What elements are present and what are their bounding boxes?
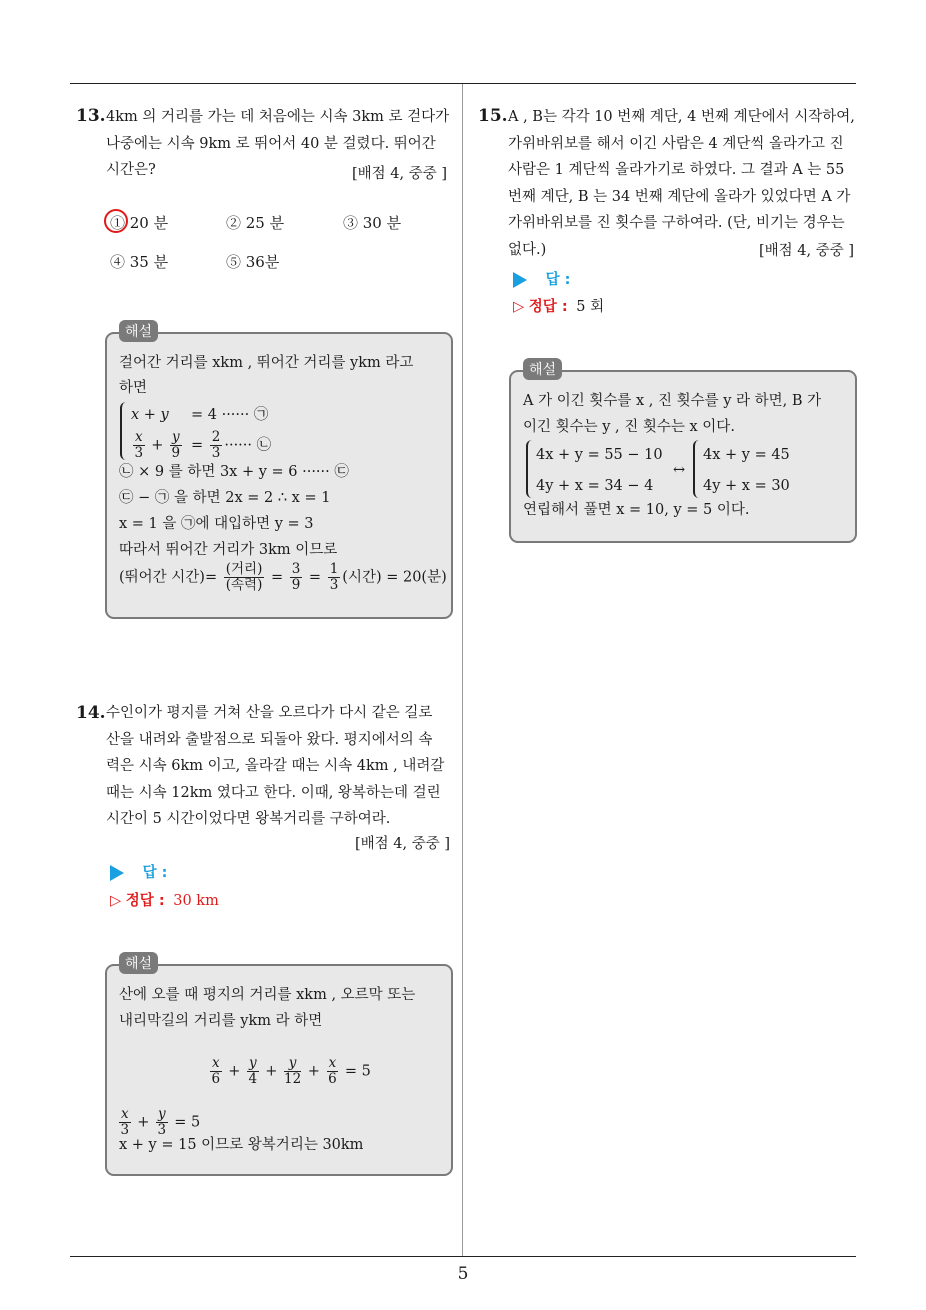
- question-line: 력은 시속 6km 이고, 올라갈 때는 시속 4km , 내려갈: [106, 758, 445, 774]
- correct-icon: ▷: [513, 299, 525, 315]
- solution-line: 하면: [119, 380, 148, 396]
- answer-row: [110, 861, 167, 882]
- solution-line: x = 1 을 ㉠에 대입하면 y = 3: [119, 516, 314, 532]
- equation-brace: [693, 440, 701, 498]
- choice-2[interactable]: ② 25 분: [226, 214, 285, 232]
- equation: 4x + y = 45: [703, 447, 790, 463]
- solution-line: 이긴 횟수는 y , 진 횟수는 x 이다.: [523, 419, 735, 435]
- footer-rule: [70, 1256, 856, 1257]
- equation: x + y: [131, 407, 169, 423]
- play-icon: [513, 272, 527, 288]
- question-number: 14.: [76, 703, 106, 723]
- solution-tag: 해설: [119, 320, 158, 342]
- solution-line: x + y = 15 이므로 왕복거리는 30km: [119, 1137, 364, 1153]
- correct-row: [110, 889, 219, 910]
- correct-icon: ▷: [110, 893, 122, 909]
- question-line: 없다.): [508, 241, 547, 258]
- solution-equation: $\frac{x}{3}$ + $\frac{y}{3}$ = 5: [120, 1106, 201, 1138]
- correct-label: 정답 :: [528, 299, 568, 315]
- play-icon: [110, 865, 124, 881]
- question-number: 13.: [76, 106, 106, 126]
- score-meta: [배점 4, 중중 ]: [759, 243, 855, 259]
- question-line: 수인이가 평지를 거쳐 산을 오르다가 다시 같은 길로: [106, 705, 433, 721]
- equation-fractions: $\frac{x}{3}$ + $\frac{y}{9}$: [134, 429, 181, 461]
- choice-1[interactable]: ① 20 분: [110, 214, 169, 232]
- question-text: [106, 700, 454, 833]
- solution-line: ㉢ − ㉠ 을 하면 2x = 2 ∴ x = 1: [119, 490, 331, 506]
- correct-label: 정답 :: [125, 893, 165, 909]
- equation: 4x + y = 55 − 10: [536, 447, 663, 463]
- equation: 4y + x = 30: [703, 478, 790, 494]
- equation-brace: [120, 402, 128, 460]
- column-divider: [462, 84, 463, 1256]
- question-line: 시간이 5 시간이었다면 왕복거리를 구하여라.: [106, 811, 391, 827]
- choice-4[interactable]: ④ 35 분: [110, 253, 169, 271]
- correct-row: [513, 295, 604, 316]
- question-line: 4km 의 거리를 가는 데 처음에는 시속 3km 로 걷다가: [106, 109, 450, 125]
- correct-value: 5 회: [576, 299, 605, 315]
- solution-line: 걸어간 거리를 xkm , 뛰어간 거리를 ykm 라고: [119, 355, 414, 371]
- score-meta: [배점 4, 중중 ]: [352, 166, 448, 182]
- solution-formula: (뛰어간 시간)= $\frac{\text{(거리)}}{\text{(속력)}}$ = $\frac{3}{9}$ = $\frac{1}{3}$ (시간) = 20(분): [119, 561, 447, 593]
- solution-line: 연립해서 풀면 x = 10, y = 5 이다.: [523, 502, 750, 518]
- equivalence-arrow: ↔: [673, 462, 686, 478]
- solution-line: A 가 이긴 횟수를 x , 진 횟수를 y 라 하면, B 가: [523, 393, 822, 409]
- solution-line: ㉡ × 9 를 하면 3x + y = 6 ······ ㉢: [119, 464, 349, 480]
- header-rule: [70, 83, 856, 84]
- solution-line: 내리막길의 거리를 ykm 라 하면: [119, 1013, 323, 1029]
- page-number: 5: [457, 1264, 469, 1284]
- solution-line: 산에 오를 때 평지의 거리를 xkm , 오르막 또는: [119, 987, 416, 1003]
- solution-tag: 해설: [523, 358, 562, 380]
- question-line: 시간은?: [106, 162, 156, 178]
- answer-label: 답 :: [545, 272, 571, 288]
- equation-rhs: = $\frac{2}{3}$ ······ ㉡: [191, 429, 272, 461]
- question-line: 사람은 1 계단씩 올라가기로 하였다. 그 결과 A 는 55: [508, 162, 845, 178]
- question-number: 15.: [478, 106, 508, 126]
- question-line: 산을 내려와 출발점으로 되돌아 왔다. 평지에서의 속: [106, 731, 433, 748]
- question-line: 번째 계단, B 는 34 번째 계단에 올라가 있었다면 A 가: [508, 188, 851, 205]
- choice-3[interactable]: ③ 30 분: [343, 214, 402, 232]
- question-line: A , B는 각각 10 번째 계단, 4 번째 계단에서 시작하여,: [508, 109, 855, 125]
- question-line: 나중에는 시속 9km 로 뛰어서 40 분 걸렸다. 뛰어간: [106, 135, 436, 152]
- correct-value: 30 km: [173, 893, 219, 909]
- score-meta: [배점 4, 중중 ]: [355, 836, 451, 852]
- equation: = 4 ······ ㉠: [191, 407, 269, 423]
- answer-label: 답 :: [142, 865, 168, 881]
- question-line: 때는 시속 12km 였다고 한다. 이때, 왕복하는데 걸린: [106, 784, 441, 801]
- solution-tag: 해설: [119, 952, 158, 974]
- question-line: 가위바위보를 진 횟수를 구하여라. (단, 비기는 경우는: [508, 215, 845, 231]
- answer-row: [513, 268, 570, 289]
- solution-equation: $\frac{x}{6}$ + $\frac{y}{4}$ + $\frac{y}{12}$ + $\frac{x}{6}$ = 5: [211, 1055, 371, 1087]
- choice-5[interactable]: ⑤ 36분: [226, 253, 280, 271]
- question-line: 가위바위보를 해서 이긴 사람은 4 계단씩 올라가고 진: [508, 135, 844, 152]
- solution-line: 따라서 뛰어간 거리가 3km 이므로: [119, 542, 338, 558]
- equation: 4y + x = 34 − 4: [536, 478, 654, 494]
- equation-brace: [526, 440, 534, 498]
